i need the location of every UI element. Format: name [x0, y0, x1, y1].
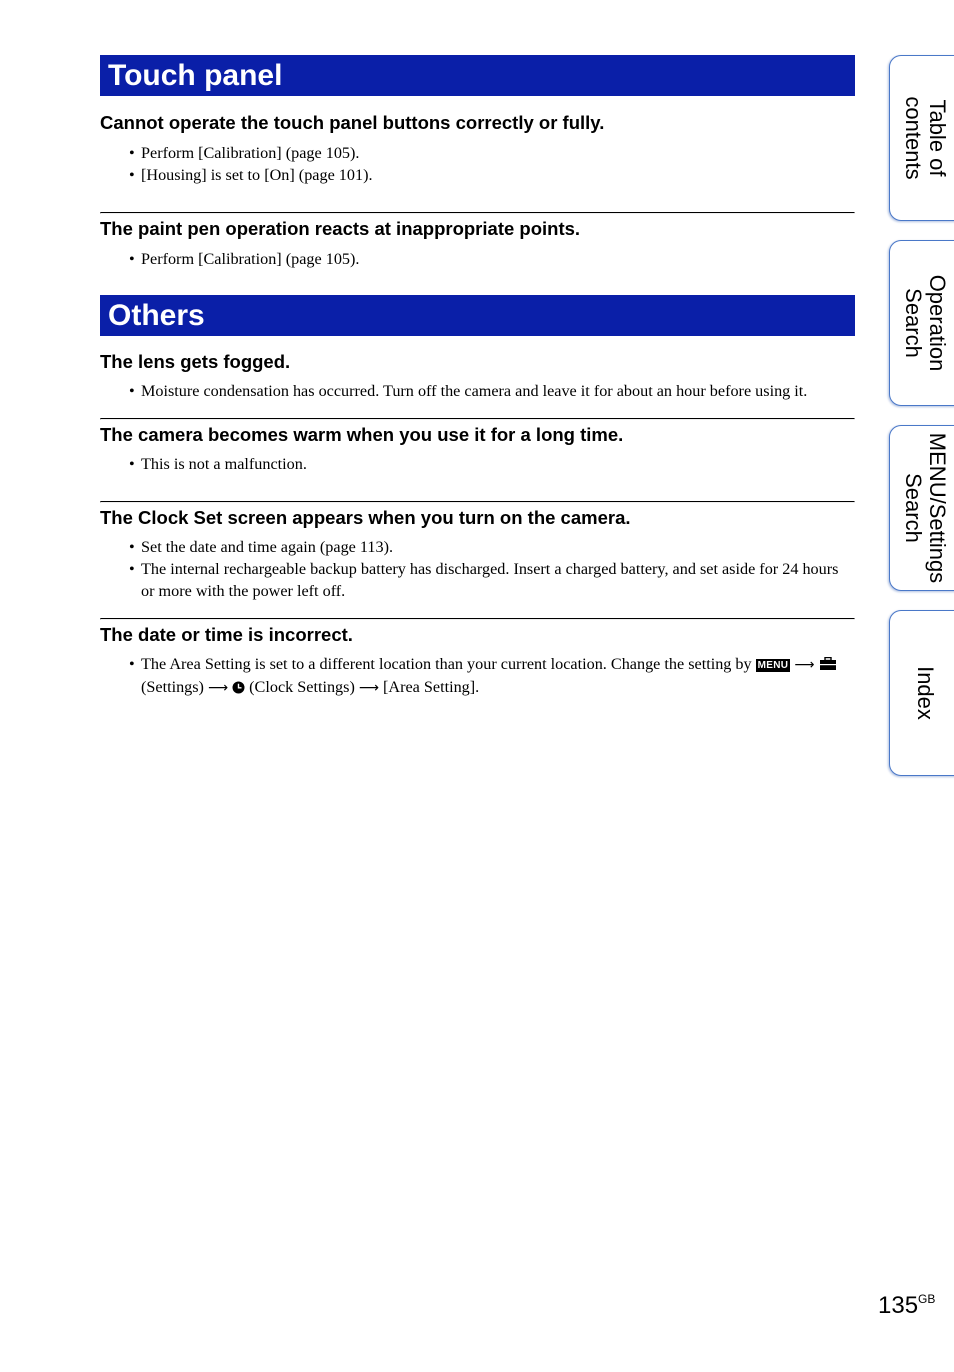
tab-operation-search[interactable] [889, 240, 954, 406]
list-item: • Perform [Calibration] (page 105). [100, 248, 855, 270]
list-item: • Perform [Calibration] (page 105). [100, 142, 855, 164]
section-title-touch-panel: Touch panel [100, 55, 855, 96]
list-item: • The internal rechargeable backup battery has discharged. Insert a charged battery, and set aside for 24 hours or more with the power left off. [100, 558, 855, 602]
arrow-right-icon: ⟶ [358, 680, 379, 696]
arrow-right-icon: ⟶ [208, 680, 229, 696]
answer-list [100, 380, 855, 402]
arrow-right-icon: ⟶ [794, 657, 815, 673]
tab-menu-settings-search[interactable] [889, 425, 954, 591]
area-setting-label: [Area Setting]. [383, 678, 480, 696]
answer-list [100, 248, 855, 270]
question-camera-warm: The camera becomes warm when you use it for a long time. [100, 424, 624, 445]
tab-label: Index [912, 666, 938, 720]
list-item [100, 653, 855, 699]
tab-label: MENU/Settings Search [900, 432, 950, 584]
answer-list [100, 453, 855, 475]
list-item: • Moisture condensation has occurred. Turn off the camera and leave it for about an hour before using it. [100, 380, 855, 402]
question-lens-fogged: The lens gets fogged. [100, 351, 291, 372]
toolbox-settings-icon [819, 657, 837, 671]
answer-list [100, 653, 855, 699]
clock-settings-label: (Clock Settings) [249, 678, 355, 696]
answer-list [100, 142, 855, 186]
list-item: • This is not a malfunction. [100, 453, 855, 475]
section-title-others: Others [100, 295, 855, 336]
question-paint-pen: The paint pen operation reacts at inappropriate points. [100, 218, 581, 239]
tab-table-of-contents[interactable] [889, 55, 954, 221]
page-number: $135^{GB}$ [878, 1292, 936, 1319]
settings-label: (Settings) [141, 678, 204, 696]
answer-list [100, 536, 855, 602]
question-clock-set: The Clock Set screen appears when you turn on the camera. [100, 507, 631, 528]
tab-label: Table of contents [900, 96, 950, 180]
question-touch-buttons: Cannot operate the touch panel buttons correctly or fully. [100, 112, 605, 133]
bullet-text: The Area Setting is set to a different location than your current location. Change the setting by [141, 655, 752, 673]
side-navigation [889, 0, 954, 800]
list-item: • Set the date and time again (page 113). [100, 536, 855, 558]
tab-label: Operation Search [900, 274, 950, 372]
tab-index[interactable] [889, 610, 954, 776]
manual-content [100, 55, 855, 699]
list-item: • [Housing] is set to [On] (page 101). [100, 164, 855, 186]
page-region-suffix: GB [918, 1292, 936, 1306]
clock-icon [232, 681, 245, 694]
menu-icon: MENU [757, 660, 789, 671]
question-date-incorrect: The date or time is incorrect. [100, 624, 353, 645]
